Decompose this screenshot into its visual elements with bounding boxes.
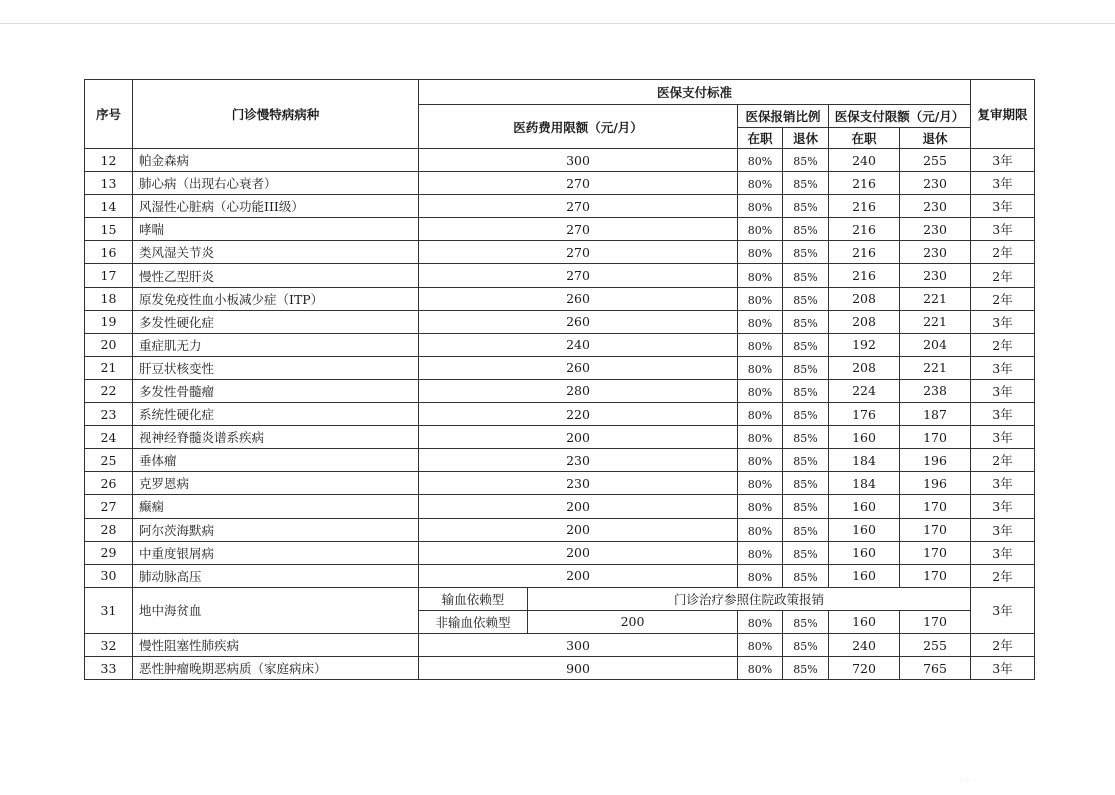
table-row	[85, 472, 1035, 495]
row-pay-employed: 208	[829, 356, 900, 379]
row-review-period: 3年	[971, 379, 1035, 402]
row-review-period: 2年	[971, 241, 1035, 264]
header-pay-employed: 在职	[829, 128, 900, 149]
header-standard: 医保支付标准	[419, 80, 971, 105]
row-seq: 18	[85, 287, 133, 310]
row-pay-retired: 170	[900, 426, 971, 449]
row-seq: 24	[85, 426, 133, 449]
table-row	[85, 518, 1035, 541]
row-cost-limit: 260	[419, 287, 738, 310]
row-pay-retired: 204	[900, 333, 971, 356]
row-ratio-retired: 85%	[783, 356, 829, 379]
row-cost-limit: 300	[419, 633, 738, 656]
row-review-period: 3年	[971, 495, 1035, 518]
row-pay-employed: 216	[829, 195, 900, 218]
row-pay-employed: 184	[829, 472, 900, 495]
header-ratio-employed: 在职	[738, 128, 783, 149]
row-ratio-employed: 80%	[738, 287, 783, 310]
row-ratio-retired: 85%	[783, 518, 829, 541]
row-pay-retired: 187	[900, 403, 971, 426]
row-ratio-employed: 80%	[738, 541, 783, 564]
row-disease-name: 垂体瘤	[133, 449, 419, 472]
row-ratio-retired: 85%	[783, 287, 829, 310]
row-ratio-employed: 80%	[738, 241, 783, 264]
thalassemia-block	[85, 587, 1035, 633]
row-seq: 17	[85, 264, 133, 287]
row-ratio-employed: 80%	[738, 149, 783, 172]
row-ratio-employed: 80%	[738, 403, 783, 426]
header-cost-limit: 医药费用限额（元/月）	[419, 105, 738, 149]
table-body	[85, 149, 1035, 588]
row-cost-limit: 200	[419, 518, 738, 541]
row-seq: 21	[85, 356, 133, 379]
row-seq: 29	[85, 541, 133, 564]
row-pay-employed: 160	[829, 426, 900, 449]
row-pay-retired: 196	[900, 449, 971, 472]
row-ratio-retired: 85%	[783, 379, 829, 402]
row-ratio-retired: 85%	[783, 541, 829, 564]
row-review-period: 3年	[971, 587, 1035, 633]
row-disease-name: 帕金森病	[133, 149, 419, 172]
row-ratio-employed: 80%	[738, 379, 783, 402]
row-pay-employed: 216	[829, 218, 900, 241]
row-ratio-retired: 85%	[783, 310, 829, 333]
row-seq: 22	[85, 379, 133, 402]
document-sheet	[84, 79, 1035, 680]
row-cost-limit: 220	[419, 403, 738, 426]
row-seq: 13	[85, 172, 133, 195]
row-review-period: 3年	[971, 356, 1035, 379]
row-pay-retired: 765	[900, 657, 971, 680]
row-disease-name: 风湿性心脏病（心功能III级）	[133, 195, 419, 218]
row-ratio-employed: 80%	[738, 264, 783, 287]
row-pay-retired: 255	[900, 633, 971, 656]
row-seq: 20	[85, 333, 133, 356]
row-seq: 30	[85, 564, 133, 587]
row-seq: 12	[85, 149, 133, 172]
table-body-tail	[85, 633, 1035, 679]
table-row	[85, 356, 1035, 379]
row-cost-limit: 230	[419, 472, 738, 495]
row-cost-limit: 270	[419, 241, 738, 264]
row-review-period: 3年	[971, 195, 1035, 218]
row-review-period: 3年	[971, 472, 1035, 495]
row-ratio-employed: 80%	[738, 310, 783, 333]
header-pay-retired: 退休	[900, 128, 971, 149]
row-seq: 31	[85, 587, 133, 633]
row-ratio-employed: 80%	[738, 218, 783, 241]
table-row	[85, 264, 1035, 287]
row-pay-retired: 170	[900, 495, 971, 518]
row-cost-limit: 270	[419, 195, 738, 218]
row-ratio-employed: 80%	[738, 564, 783, 587]
row-pay-retired: 221	[900, 310, 971, 333]
row-ratio-retired: 85%	[783, 472, 829, 495]
table-row	[85, 149, 1035, 172]
table-row	[85, 426, 1035, 449]
subtype-non-transfusion-dependent: 非输血依赖型	[419, 610, 528, 633]
table-row	[85, 541, 1035, 564]
row-disease-name: 多发性骨髓瘤	[133, 379, 419, 402]
table-row	[85, 657, 1035, 680]
row-disease-name: 系统性硬化症	[133, 403, 419, 426]
row-cost-limit: 200	[528, 610, 738, 633]
row-disease-name: 多发性硬化症	[133, 310, 419, 333]
row-disease-name: 肺动脉高压	[133, 564, 419, 587]
table-row	[85, 333, 1035, 356]
row-ratio-employed: 80%	[738, 356, 783, 379]
subtype-policy-note: 门诊治疗参照住院政策报销	[528, 587, 971, 610]
row-cost-limit: 260	[419, 310, 738, 333]
row-review-period: 2年	[971, 287, 1035, 310]
row-pay-retired: 230	[900, 218, 971, 241]
table-row	[85, 218, 1035, 241]
row-disease-name: 阿尔茨海默病	[133, 518, 419, 541]
row-ratio-employed: 80%	[738, 495, 783, 518]
row-cost-limit: 260	[419, 356, 738, 379]
header-seq: 序号	[85, 80, 133, 149]
row-pay-retired: 230	[900, 195, 971, 218]
row-seq: 28	[85, 518, 133, 541]
row-pay-retired: 230	[900, 264, 971, 287]
row-ratio-employed: 80%	[738, 333, 783, 356]
row-ratio-retired: 85%	[783, 426, 829, 449]
row-pay-employed: 224	[829, 379, 900, 402]
header-pay-limit: 医保支付限额（元/月）	[829, 105, 971, 128]
row-review-period: 2年	[971, 333, 1035, 356]
row-cost-limit: 300	[419, 149, 738, 172]
row-ratio-retired: 85%	[783, 149, 829, 172]
row-pay-employed: 240	[829, 149, 900, 172]
row-pay-employed: 208	[829, 310, 900, 333]
row-pay-employed: 176	[829, 403, 900, 426]
row-disease-name: 慢性阻塞性肺疾病	[133, 633, 419, 656]
row-ratio-retired: 85%	[783, 403, 829, 426]
row-disease-name: 慢性乙型肝炎	[133, 264, 419, 287]
row-disease-name: 中重度银屑病	[133, 541, 419, 564]
row-disease-name: 癫痫	[133, 495, 419, 518]
row-disease-name: 克罗恩病	[133, 472, 419, 495]
row-ratio-employed: 80%	[738, 426, 783, 449]
row-seq: 16	[85, 241, 133, 264]
row-pay-retired: 170	[900, 564, 971, 587]
row-review-period: 3年	[971, 149, 1035, 172]
subtype-transfusion-dependent: 输血依赖型	[419, 587, 528, 610]
row-pay-retired: 170	[900, 518, 971, 541]
row-ratio-employed: 80%	[738, 657, 783, 680]
row-pay-retired: 230	[900, 241, 971, 264]
row-disease-name: 肺心病（出现右心衰者）	[133, 172, 419, 195]
row-pay-retired: 196	[900, 472, 971, 495]
row-cost-limit: 200	[419, 495, 738, 518]
row-cost-limit: 200	[419, 564, 738, 587]
table-row	[85, 310, 1035, 333]
chronic-disease-table	[84, 79, 1035, 680]
row-cost-limit: 200	[419, 541, 738, 564]
row-disease-name: 重症肌无力	[133, 333, 419, 356]
row-pay-employed: 216	[829, 264, 900, 287]
table-row	[85, 633, 1035, 656]
table-header	[85, 80, 1035, 149]
row-disease-name: 恶性肿瘤晚期恶病质（家庭病床）	[133, 657, 419, 680]
row-review-period: 3年	[971, 310, 1035, 333]
row-ratio-employed: 80%	[738, 172, 783, 195]
row-review-period: 3年	[971, 403, 1035, 426]
row-cost-limit: 280	[419, 379, 738, 402]
table-row	[85, 379, 1035, 402]
row-review-period: 3年	[971, 172, 1035, 195]
row-pay-retired: 238	[900, 379, 971, 402]
row-pay-employed: 160	[829, 610, 900, 633]
row-ratio-retired: 85%	[783, 657, 829, 680]
row-cost-limit: 900	[419, 657, 738, 680]
row-cost-limit: 240	[419, 333, 738, 356]
row-ratio-retired: 85%	[783, 241, 829, 264]
row-ratio-retired: 85%	[783, 449, 829, 472]
row-ratio-retired: 85%	[783, 333, 829, 356]
row-ratio-retired: 85%	[783, 564, 829, 587]
row-ratio-retired: 85%	[783, 172, 829, 195]
row-ratio-employed: 80%	[738, 518, 783, 541]
row-ratio-retired: 85%	[783, 195, 829, 218]
table-row	[85, 564, 1035, 587]
top-divider	[0, 23, 1115, 24]
table-row	[85, 495, 1035, 518]
row-seq: 26	[85, 472, 133, 495]
row-pay-retired: 221	[900, 356, 971, 379]
table-row	[85, 287, 1035, 310]
row-review-period: 2年	[971, 449, 1035, 472]
header-disease: 门诊慢特病病种	[133, 80, 419, 149]
row-pay-employed: 208	[829, 287, 900, 310]
row-review-period: 2年	[971, 264, 1035, 287]
row-disease-name: 类风湿关节炎	[133, 241, 419, 264]
header-review: 复审期限	[971, 80, 1035, 149]
row-ratio-retired: 85%	[783, 264, 829, 287]
row-cost-limit: 200	[419, 426, 738, 449]
table-row	[85, 241, 1035, 264]
row-ratio-employed: 80%	[738, 195, 783, 218]
row-disease-name: 原发免疫性血小板减少症（ITP）	[133, 287, 419, 310]
row-cost-limit: 270	[419, 172, 738, 195]
row-cost-limit: 230	[419, 449, 738, 472]
row-disease-name: 哮喘	[133, 218, 419, 241]
header-ratio: 医保报销比例	[738, 105, 829, 128]
row-disease-name: 视神经脊髓炎谱系疾病	[133, 426, 419, 449]
row-cost-limit: 270	[419, 218, 738, 241]
row-ratio-employed: 80%	[738, 610, 783, 633]
row-ratio-retired: 85%	[783, 495, 829, 518]
table-row	[85, 449, 1035, 472]
header-ratio-retired: 退休	[783, 128, 829, 149]
row-review-period: 3年	[971, 518, 1035, 541]
row-review-period: 3年	[971, 657, 1035, 680]
row-seq: 25	[85, 449, 133, 472]
row-review-period: 2年	[971, 564, 1035, 587]
row-pay-employed: 160	[829, 564, 900, 587]
row-pay-retired: 170	[900, 610, 971, 633]
row-pay-retired: 230	[900, 172, 971, 195]
row-pay-retired: 255	[900, 149, 971, 172]
row-ratio-retired: 85%	[783, 218, 829, 241]
row-seq: 33	[85, 657, 133, 680]
row-pay-employed: 240	[829, 633, 900, 656]
row-seq: 19	[85, 310, 133, 333]
row-review-period: 2年	[971, 633, 1035, 656]
row-seq: 32	[85, 633, 133, 656]
row-ratio-retired: 85%	[783, 633, 829, 656]
row-seq: 23	[85, 403, 133, 426]
table-row	[85, 172, 1035, 195]
row-pay-retired: 221	[900, 287, 971, 310]
row-seq: 15	[85, 218, 133, 241]
row-ratio-employed: 80%	[738, 633, 783, 656]
row-seq: 27	[85, 495, 133, 518]
row-ratio-employed: 80%	[738, 472, 783, 495]
row-review-period: 3年	[971, 541, 1035, 564]
row-pay-employed: 160	[829, 495, 900, 518]
row-pay-employed: 720	[829, 657, 900, 680]
row-review-period: 3年	[971, 426, 1035, 449]
row-disease-name: 肝豆状核变性	[133, 356, 419, 379]
row-review-period: 3年	[971, 218, 1035, 241]
row-pay-employed: 216	[829, 241, 900, 264]
row-pay-employed: 184	[829, 449, 900, 472]
row-pay-retired: 170	[900, 541, 971, 564]
row-pay-employed: 160	[829, 518, 900, 541]
row-ratio-employed: 80%	[738, 449, 783, 472]
row-ratio-retired: 85%	[783, 610, 829, 633]
row-seq: 14	[85, 195, 133, 218]
row-pay-employed: 160	[829, 541, 900, 564]
row-disease-name: 地中海贫血	[133, 587, 419, 633]
scan-artifact: · ·	[960, 775, 970, 786]
table-row	[85, 403, 1035, 426]
row-pay-employed: 192	[829, 333, 900, 356]
row-cost-limit: 270	[419, 264, 738, 287]
row-pay-employed: 216	[829, 172, 900, 195]
table-row	[85, 195, 1035, 218]
